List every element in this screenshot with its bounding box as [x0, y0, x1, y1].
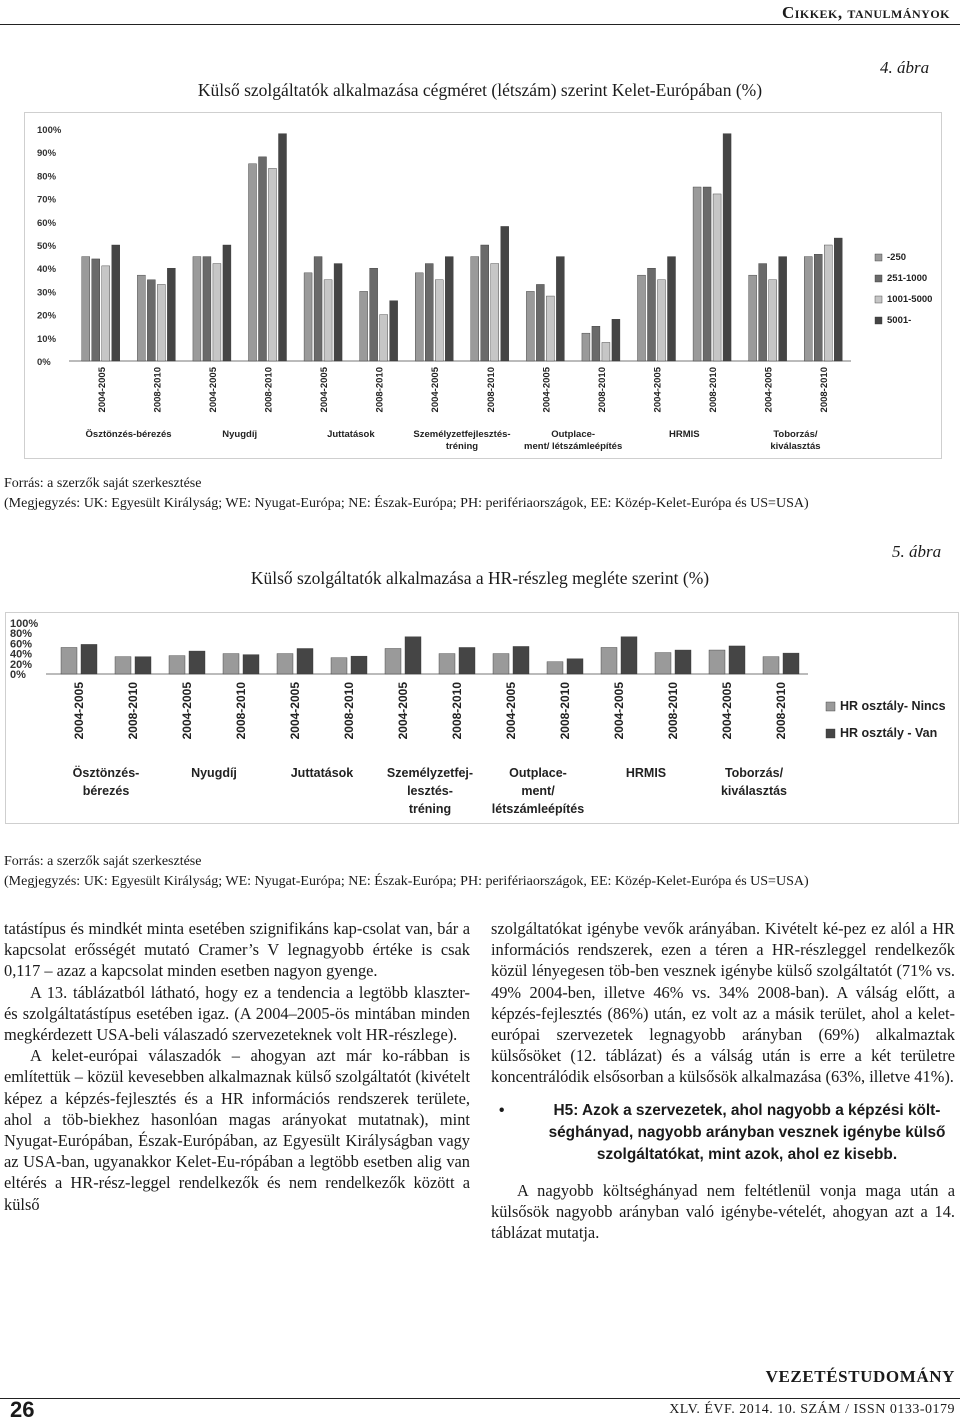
x-period-label: 2008-2010	[708, 367, 720, 413]
legend-swatch	[875, 317, 882, 324]
bar	[112, 245, 120, 361]
figure-5-number: 5. ábra	[892, 542, 942, 561]
bar	[385, 649, 401, 675]
legend-swatch	[875, 275, 882, 282]
bar	[783, 653, 799, 674]
figure-5-note: (Megjegyzés: UK: Egyesült Királyság; WE: Nyugat-Európa; NE: Észak-Európa; PH: perifériaországok, EE: Közép-Kelet-Európa és US=USA)	[4, 874, 809, 889]
page-number: 26	[10, 1397, 35, 1422]
x-period-label: 2004-2005	[180, 682, 194, 740]
bar	[370, 268, 378, 361]
body-paragraph: A kelet-európai válaszadók – ahogyan azt már ko-rábban is említettük – közül kevesebben alkalmaznak külső szolgáltatót (kivételt képez a képzés-fejlesztés és a HR információs rendszerek területe, ahol a töb-biekhez hasonlóan magas arányokat mutatnak), mint Nyugat-Európában, Észak-Európában, az Egyesült Királyságban vagy az USA-ban, ugyanakkor Kelet-Eu-rópában a legtöbb esetben alig van eltérés a HR-rész-leggel rendelkezők és nem rendelkezők között a külső	[4, 1046, 470, 1214]
bar	[380, 315, 388, 361]
legend-label: 251-1000	[887, 273, 928, 284]
x-group-label: Outplace-	[551, 429, 596, 440]
y-tick-label: 0%	[10, 669, 26, 681]
header-rule	[0, 24, 960, 25]
x-period-label: 2004-2005	[96, 367, 108, 413]
bar	[729, 646, 745, 674]
bar	[189, 651, 205, 674]
bar	[501, 226, 509, 361]
legend-swatch	[826, 702, 835, 711]
x-group-label: HRMIS	[625, 766, 667, 780]
bar	[655, 653, 671, 674]
y-tick-label: 40%	[37, 264, 57, 276]
x-period-label: 2008-2010	[234, 682, 248, 740]
section-header: Cikkek, tanulmányok	[781, 3, 950, 22]
bar	[612, 319, 620, 361]
body-left-column	[4, 918, 470, 1215]
footer-rule	[0, 1398, 960, 1399]
x-group-label: ment/ létszámleépítés	[524, 441, 623, 452]
bar	[602, 342, 610, 361]
legend-label: 5001-	[887, 315, 912, 326]
y-tick-label: 20%	[10, 658, 33, 671]
x-period-label: 2004-2005	[652, 367, 664, 413]
bar	[493, 654, 509, 674]
x-period-label: 2008-2010	[666, 682, 680, 740]
bar	[193, 257, 201, 361]
x-period-label: 2008-2010	[342, 682, 356, 740]
x-period-label: 2004-2005	[207, 367, 219, 413]
bar	[567, 659, 583, 674]
x-group-label: tréning	[408, 802, 452, 816]
y-tick-label: 90%	[37, 148, 57, 160]
bar	[390, 301, 398, 361]
legend-label: HR osztály - Van	[840, 726, 938, 740]
x-group-label: ment/	[521, 784, 555, 798]
x-period-label: 2004-2005	[72, 682, 86, 740]
bar	[763, 657, 779, 674]
x-group-label: Outplace-	[509, 766, 567, 780]
x-period-label: 2008-2010	[450, 682, 464, 740]
bar	[425, 264, 433, 361]
bar	[703, 187, 711, 361]
x-group-label: kiválasztás	[770, 441, 821, 452]
bar	[324, 280, 332, 361]
bar	[203, 257, 211, 361]
x-group-label: Juttatások	[290, 766, 354, 780]
x-group-label: Toborzás/	[773, 429, 818, 440]
x-group-label: kiválasztás	[720, 784, 788, 798]
x-period-label: 2004-2005	[720, 682, 734, 740]
x-period-label: 2004-2005	[541, 367, 553, 413]
bar	[582, 333, 590, 361]
bar	[556, 257, 564, 361]
bar	[759, 264, 767, 361]
x-group-label: Személyzetfejlesztés-	[413, 429, 511, 440]
bar	[415, 273, 423, 361]
x-period-label: 2004-2005	[396, 682, 410, 740]
bar	[92, 259, 100, 361]
bar	[713, 194, 721, 361]
bar	[259, 157, 267, 361]
figure-4-chart-svg	[25, 113, 941, 458]
y-tick-label: 0%	[37, 357, 51, 368]
y-tick-label: 100%	[37, 125, 62, 136]
bar	[769, 280, 777, 361]
bar	[648, 268, 656, 361]
figure-4-chart	[24, 112, 942, 459]
bar	[304, 273, 312, 361]
y-tick-label: 30%	[37, 287, 57, 299]
x-group-label: Ösztönzés-	[72, 766, 140, 780]
x-period-label: 2008-2010	[558, 682, 572, 740]
bar	[471, 257, 479, 361]
figure-4-source: Forrás: a szerzők saját szerkesztése	[4, 476, 202, 491]
figure-4-title: Külső szolgáltatók alkalmazása cégméret (létszám) szerint Kelet-Európában (%)	[197, 80, 763, 100]
bar	[491, 264, 499, 361]
bar	[804, 257, 812, 361]
x-period-label: 2004-2005	[319, 367, 331, 413]
bar	[169, 656, 185, 674]
body-right-column	[491, 918, 955, 1243]
x-period-label: 2008-2010	[596, 367, 608, 413]
figure-4-number: 4. ábra	[880, 58, 930, 77]
hypothesis-list	[491, 1100, 955, 1166]
bar	[481, 245, 489, 361]
bar	[526, 291, 534, 361]
bar	[638, 275, 646, 361]
x-group-label: bérezés	[82, 784, 130, 798]
bar	[709, 650, 725, 674]
bar	[668, 257, 676, 361]
y-tick-label: 40%	[10, 648, 33, 661]
body-paragraph: szolgáltatókat igénybe vevők arányában. Kivételt ké-pez ez alól a HR információs rendszerek, ezen a téren a HR-részleggel rendelkezők közül lényegesen töb-ben vesznek igénybe külső szolgáltatót (71% vs. 49% 2004-ben, illetve 46% vs. 34% 2008-ban). A válság előtt, a képzés-fejlesztés (86%) után, ez volt az a másik terület, ahol a kelet-európai szervezetek legnagyobb arányban (69%) alkalmaztak külsősöket (12. táblázat) és a válság után is erre a két területre koncentrálódik elsősorban a külsősök alkalmazása (63%, illetve 41%).	[491, 919, 955, 1087]
x-period-label: 2004-2005	[504, 682, 518, 740]
bar	[779, 257, 787, 361]
legend-label: HR osztály- Nincs	[840, 699, 946, 713]
x-period-label: 2008-2010	[819, 367, 831, 413]
bar	[213, 264, 221, 361]
y-tick-label: 70%	[37, 194, 57, 206]
bar	[314, 257, 322, 361]
bar	[592, 326, 600, 361]
x-period-label: 2008-2010	[152, 367, 164, 413]
bar	[81, 644, 97, 674]
hypothesis-item	[491, 1100, 955, 1166]
x-group-label: HRMIS	[668, 429, 700, 440]
x-period-label: 2004-2005	[288, 682, 302, 740]
y-tick-label: 20%	[37, 310, 57, 322]
bar	[135, 657, 151, 674]
x-group-label: Ösztönzés-bérezés	[85, 429, 172, 440]
legend-label: 1001-5000	[887, 294, 933, 305]
bar	[167, 268, 175, 361]
y-tick-label: 60%	[10, 638, 33, 651]
x-period-label: 2008-2010	[263, 367, 275, 413]
bar	[331, 658, 347, 674]
bar	[675, 650, 691, 674]
bar	[749, 275, 757, 361]
legend-swatch	[875, 296, 882, 303]
bar	[405, 637, 421, 674]
bar	[147, 280, 155, 361]
figure-5-chart-svg	[6, 613, 958, 823]
bar	[279, 134, 287, 361]
bar	[223, 245, 231, 361]
bar	[334, 264, 342, 361]
y-tick-label: 10%	[37, 333, 57, 345]
x-group-label: Nyugdíj	[191, 766, 237, 780]
x-group-label: Juttatások	[327, 429, 375, 440]
x-period-label: 2008-2010	[126, 682, 140, 740]
y-tick-label: 80%	[37, 171, 57, 183]
x-group-label: lesztés-	[407, 784, 453, 798]
x-period-label: 2004-2005	[612, 682, 626, 740]
body-paragraph: A 13. táblázatból látható, hogy ez a tendencia a legtöbb klaszter- és szolgáltatástípus esetében igaz. (A 2004–2005-ös mintában minden megkérdezett USA-beli válaszadó szervezeteknek volt HR-részlege).	[4, 982, 470, 1045]
bar	[157, 284, 165, 361]
bar	[269, 168, 277, 361]
journal-brand: VEZETÉSTUDOMÁNY	[765, 1367, 955, 1386]
bar	[834, 238, 842, 361]
bar	[249, 164, 257, 361]
figure-5-source: Forrás: a szerzők saját szerkesztése	[4, 854, 202, 869]
y-tick-label: 100%	[10, 618, 39, 630]
bar	[536, 284, 544, 361]
bar	[61, 647, 77, 674]
x-period-label: 2004-2005	[430, 367, 442, 413]
x-period-label: 2008-2010	[374, 367, 386, 413]
y-tick-label: 50%	[37, 241, 57, 252]
y-tick-label: 80%	[10, 628, 33, 641]
x-period-label: 2004-2005	[763, 367, 775, 413]
bar	[82, 257, 90, 361]
bar	[546, 296, 554, 361]
bar	[137, 275, 145, 361]
x-group-label: Nyugdíj	[222, 429, 258, 440]
bar	[824, 245, 832, 361]
issue-info: XLV. ÉVF. 2014. 10. SZÁM / ISSN 0133-0179	[669, 1402, 955, 1417]
bar	[439, 654, 455, 674]
bar	[223, 654, 239, 674]
bar	[115, 657, 131, 674]
x-group-label: Toborzás/	[724, 766, 784, 780]
bar	[693, 187, 701, 361]
bar	[435, 280, 443, 361]
x-period-label: 2008-2010	[485, 367, 497, 413]
x-group-label: tréning	[445, 441, 479, 452]
x-period-label: 2008-2010	[774, 682, 788, 740]
x-group-label: létszámleépítés	[491, 802, 585, 816]
bar	[621, 637, 637, 674]
bullet-icon: •	[499, 1101, 505, 1119]
bar	[351, 656, 367, 674]
bar	[277, 654, 293, 674]
bar	[658, 280, 666, 361]
bar	[243, 655, 259, 674]
bar	[297, 649, 313, 675]
bar	[445, 257, 453, 361]
legend-swatch	[826, 729, 835, 738]
bar	[723, 134, 731, 361]
body-paragraph: tatástípus és mindkét minta esetében szignifikáns kap-csolat van, bár a kapcsolat erősségét mutató Cramer’s V legnagyobb értéke is csak 0,117 – azaz a kapcsolat minden esetben nagyon gyenge.	[4, 919, 470, 981]
figure-5-chart	[5, 612, 959, 824]
x-group-label: Személyzetfej-	[386, 766, 474, 780]
y-tick-label: 60%	[37, 217, 57, 229]
bar	[102, 266, 110, 361]
figure-4-note: (Megjegyzés: UK: Egyesült Királyság; WE: Nyugat-Európa; NE: Észak-Európa; PH: perifériaországok, EE: Közép-Kelet-Európa és US=USA)	[4, 496, 809, 511]
legend-swatch	[875, 254, 882, 261]
bar	[547, 662, 563, 674]
figure-5-title: Külső szolgáltatók alkalmazása a HR-részleg megléte szerint (%)	[250, 568, 710, 588]
bar	[814, 254, 822, 361]
bar	[459, 647, 475, 674]
body-paragraph: A nagyobb költséghányad nem feltétlenül vonja maga után a külsősök nagyobb arányban való igénybe-vételét, ahogyan azt a 14. táblázat mutatja.	[491, 1180, 955, 1243]
bar	[360, 291, 368, 361]
legend-label: -250	[887, 252, 907, 263]
bar	[513, 646, 529, 674]
bar	[601, 647, 617, 674]
hypothesis-text: H5: Azok a szervezetek, ahol nagyobb a képzési költ-séghányad, nagyobb arányban vesznek igénybe külső szolgáltatókat, mint azok, ahol ez kisebb.	[548, 1101, 946, 1163]
